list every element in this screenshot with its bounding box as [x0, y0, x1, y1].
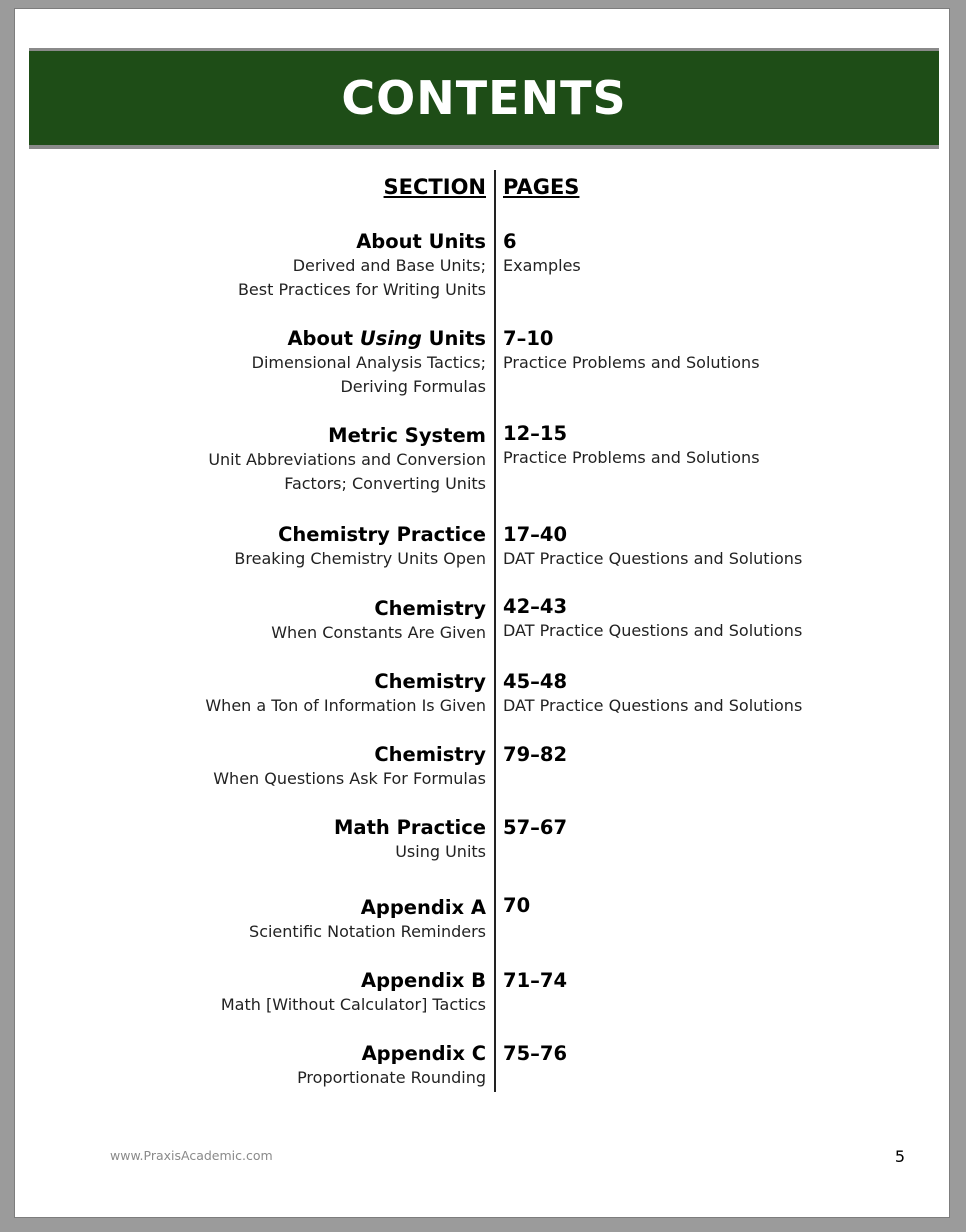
toc-entry-pages — [503, 523, 923, 571]
section-title: Appendix C — [361, 1042, 486, 1065]
page-range: 17–40 — [503, 523, 568, 546]
section-title: Chemistry — [374, 670, 486, 693]
pages-description: DAT Practice Questions and Solutions — [503, 549, 803, 568]
toc-entry-pages — [503, 1042, 923, 1066]
toc-entry-pages — [503, 969, 923, 993]
section-subtitle: When Questions Ask For Formulas — [213, 769, 486, 788]
toc-entry-section — [166, 230, 486, 302]
footer-website: www.PraxisAcademic.com — [110, 1148, 273, 1163]
toc-entry-section — [166, 1042, 486, 1090]
toc-entry-pages — [503, 327, 923, 375]
toc-entry-pages — [503, 595, 923, 643]
page-range: 6 — [503, 230, 517, 253]
toc-entry-pages — [503, 230, 923, 278]
toc-entry-section — [166, 424, 486, 496]
section-column-header: SECTION — [383, 175, 486, 199]
page-range: 71–74 — [503, 969, 568, 992]
section-title: Appendix B — [361, 969, 486, 992]
document-page — [14, 8, 950, 1218]
section-subtitle: Dimensional Analysis Tactics; — [251, 353, 486, 372]
pages-description: Practice Problems and Solutions — [503, 448, 760, 467]
section-subtitle: When Constants Are Given — [271, 623, 486, 642]
toc-entry-pages — [503, 422, 923, 470]
section-title: Chemistry Practice — [278, 523, 486, 546]
toc-entry-section — [166, 816, 486, 864]
section-subtitle: Best Practices for Writing Units — [237, 280, 486, 299]
page-range: 45–48 — [503, 670, 568, 693]
toc-entry-pages — [503, 894, 923, 918]
section-title: Chemistry — [374, 597, 486, 620]
pages-description: DAT Practice Questions and Solutions — [503, 621, 803, 640]
section-subtitle: Breaking Chemistry Units Open — [234, 549, 486, 568]
section-subtitle: Scientific Notation Reminders — [249, 922, 486, 941]
section-subtitle: Unit Abbreviations and Conversion — [208, 450, 486, 469]
section-subtitle: When a Ton of Information Is Given — [205, 696, 486, 715]
page-range: 57–67 — [503, 816, 568, 839]
toc-entry-pages — [503, 670, 923, 718]
section-title: About Using Units — [287, 327, 486, 350]
page-range: 7–10 — [503, 327, 554, 350]
page-range: 12–15 — [503, 422, 568, 445]
toc-entry-pages — [503, 816, 923, 840]
section-title: Math Practice — [334, 816, 486, 839]
pages-column-header: PAGES — [503, 175, 580, 199]
page-range: 79–82 — [503, 743, 568, 766]
toc-entry-section — [166, 896, 486, 944]
toc-entry-section — [166, 597, 486, 645]
toc-entry-section — [166, 743, 486, 791]
section-subtitle: Factors; Converting Units — [284, 474, 486, 493]
pages-description: Practice Problems and Solutions — [503, 353, 760, 372]
page-number: 5 — [894, 1147, 905, 1166]
toc-entry-pages — [503, 743, 923, 767]
page-title: CONTENTS — [341, 71, 627, 125]
pages-description: DAT Practice Questions and Solutions — [503, 696, 803, 715]
section-subtitle: Derived and Base Units; — [292, 256, 486, 275]
toc-entry-section — [166, 327, 486, 399]
section-title: Appendix A — [360, 896, 486, 919]
section-subtitle: Deriving Formulas — [340, 377, 486, 396]
page-range: 42–43 — [503, 595, 568, 618]
toc-entry-section — [166, 670, 486, 718]
toc-entry-section — [166, 523, 486, 571]
section-title: Chemistry — [374, 743, 486, 766]
toc-entry-section — [166, 969, 486, 1017]
pages-description: Examples — [503, 256, 581, 275]
section-title: About Units — [356, 230, 486, 253]
section-subtitle: Using Units — [395, 842, 486, 861]
section-title: Metric System — [328, 424, 486, 447]
page-range: 70 — [503, 894, 531, 917]
section-subtitle: Math [Without Calculator] Tactics — [220, 995, 486, 1014]
contents-banner — [29, 48, 939, 149]
section-subtitle: Proportionate Rounding — [297, 1068, 486, 1087]
column-divider — [494, 170, 496, 1092]
page-range: 75–76 — [503, 1042, 568, 1065]
